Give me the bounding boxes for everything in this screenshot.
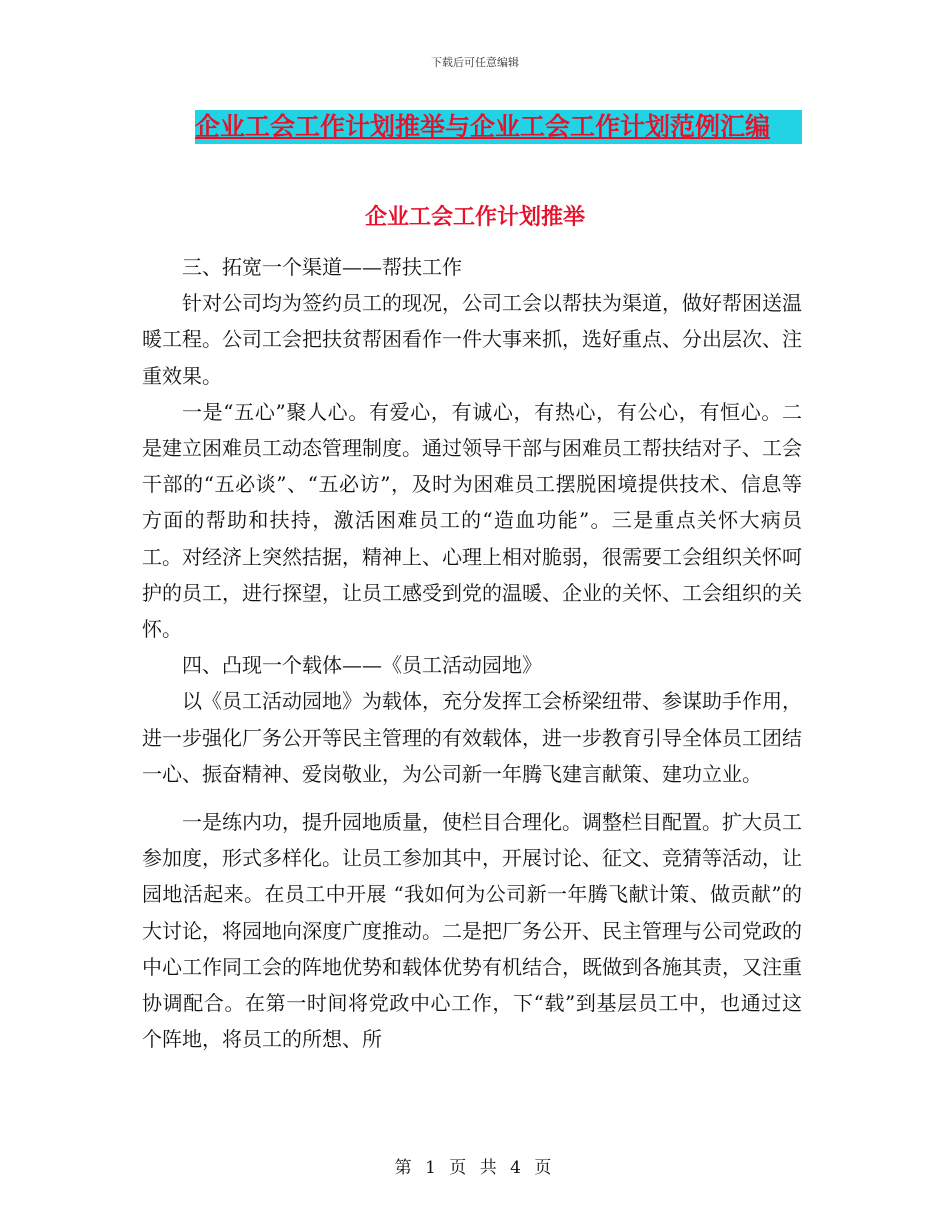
paragraph: 四、凸现一个载体——《员工活动园地》 (182, 653, 542, 678)
paragraph: 一是“五心”聚人心。有爱心，有诚心，有热心，有公心，有恒心。二是建立困难员工动态管理制度。通过领导干部与困难员工帮扶结对子、工会干部的“五必谈”、“五必访”，及时为困难员工摆脱困境提供技术、信息等方面的帮助和扶持，激活困难员工的“造血功能”。三是重点关怀大病员工。对经济上突然拮据，精神上、心理上相对脆弱，很需要工会组织关怀呵护的员工，进行探望，让员工感受到党的温暖、企业的关怀、工会组织的关怀。 (142, 399, 802, 642)
section-title: 企业工会工作计划推举 (364, 205, 585, 230)
paragraph: 三、拓宽一个渠道——帮扶工作 (182, 255, 462, 279)
body-text (142, 249, 802, 1057)
paragraph: 以《员工活动园地》为载体，充分发挥工会桥梁纽带、参谋助手作用，进一步强化厂务公开等民主管理的有效载体，进一步教育引导全体员工团结一心、振奋精神、爱岗敬业，为公司新一年腾飞建言献策、建功立业。 (142, 689, 802, 786)
paragraph: 针对公司均为签约员工的现况，公司工会以帮扶为渠道，做好帮困送温暖工程。公司工会把扶贫帮困看作一件大事来抓，选好重点、分出层次、注重效果。 (142, 291, 802, 388)
paragraph: 一是练内功，提升园地质量，使栏目合理化。调整栏目配置。扩大员工参加度，形式多样化。让员工参加其中，开展讨论、征文、竞猜等活动，让园地活起来。在员工中开展 “我如何为公司新一年腾飞献计策、做贡献”的大讨论，将园地向深度广度推动。二是把厂务公开、民主管理与公司党政的中心工作同工会的阵地优势和载体优势有机结合，既做到各施其责，又注重协调配合。在第一时间将党政中心工作，下“载”到基层员工中，也通过这个阵地，将员工的所想、所 (142, 810, 802, 1052)
document-title: 企业工会工作计划推举与企业工会工作计划范例汇编 (195, 110, 802, 144)
page-footer: 第 1 页 共 4 页 (394, 1158, 556, 1178)
header-note: 下载后可任意编辑 (431, 56, 519, 69)
